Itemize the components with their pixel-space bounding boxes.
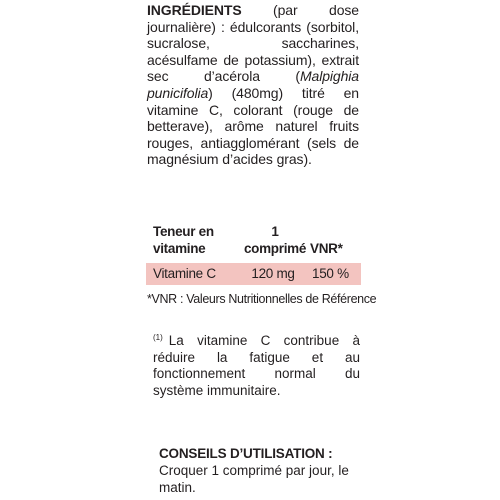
header-vitamin-content: Teneur en vitamine <box>153 224 214 256</box>
ingredients-heading: INGRÉDIENTS <box>147 2 242 18</box>
table-row <box>146 263 361 285</box>
row-vnr-percent: 150 % <box>312 266 349 281</box>
nutrition-table-header <box>146 223 361 261</box>
ingredients-latin-name: Malpighia punicifolia <box>147 68 359 101</box>
row-nutrient-name: Vitamine C <box>153 266 216 281</box>
usage-advice-text: Croquer 1 comprimé par jour, le matin. <box>159 463 349 495</box>
ingredients-paragraph <box>147 2 359 168</box>
claim-marker: (1) <box>153 333 163 342</box>
usage-advice <box>159 445 369 496</box>
ingredients-text-part-2: ) (480mg) titré en vitamine C, colorant (rouge de betterave), arôme naturel fruits rouges, antiagglomérant (sels de magnésium d’acides gras). <box>147 84 359 168</box>
ingredients-text-part-1: (par dose journalière) : édulcorants (sorbitol, sucralose, saccharines, acésulfame de potassium), extrait sec d’acérola ( <box>147 2 359 85</box>
vnr-footnote: *VNR : Valeurs Nutritionnelles de Référence <box>147 292 377 306</box>
header-per-tablet: 1 comprimé <box>243 224 307 256</box>
health-claim <box>153 330 360 399</box>
nutrition-table <box>146 223 361 285</box>
usage-advice-heading: CONSEILS D’UTILISATION : <box>159 446 333 461</box>
row-amount: 120 mg <box>251 266 295 281</box>
claim-text: La vitamine C contribue à réduire la fatigue et au fonctionnement normal du système immunitaire. <box>153 333 360 398</box>
header-vnr: VNR* <box>310 241 343 256</box>
